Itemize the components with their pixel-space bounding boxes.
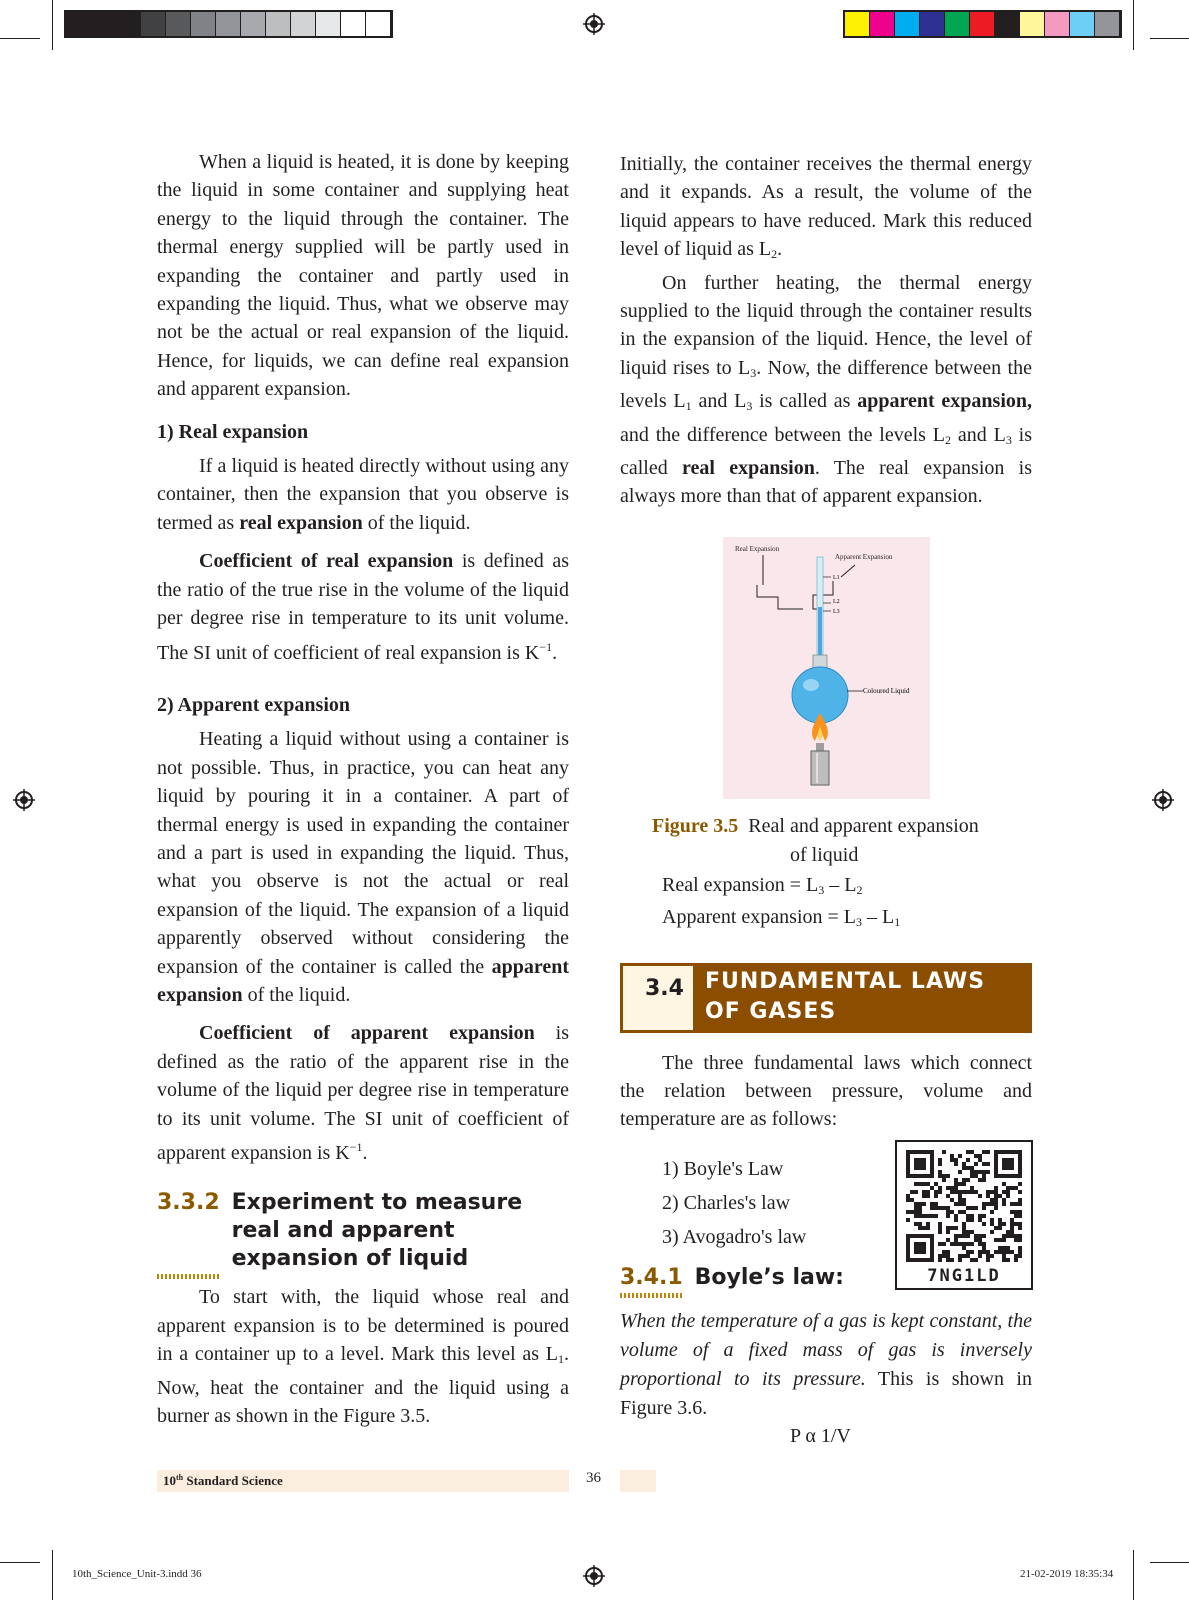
qr-code-icon [906, 1150, 1022, 1262]
color-swatch [216, 12, 241, 36]
registration-mark-icon [583, 1565, 605, 1587]
label-real-expansion: Real Expansion [735, 545, 780, 553]
figure-caption [652, 812, 1012, 870]
right-column [620, 150, 1032, 511]
color-swatch [241, 12, 266, 36]
further-heating-paragraph: On further heating, the thermal energy supplied to the liquid through the container results in the expansion of the liquid. Hence, the level of liquid rises to $L_3$. Now, the difference between the levels $L_1$ and $L_3$ is called as apparent expansion, and the difference between the levels $L_2$ and $L_3$ is called real expansion. The real expansion is always more than that of apparent expansion. [620, 271, 1033, 508]
color-swatch [266, 12, 291, 36]
list-item: 2) Charles's law [662, 1192, 791, 1214]
section-heading-3-4-1 [620, 1264, 844, 1292]
banner-section-number: 3.4 [623, 966, 693, 1030]
section-banner-3-4 [620, 963, 1032, 1033]
color-swatch [366, 12, 391, 36]
section-title: Experiment to measure real and apparent expansion of liquid [231, 1190, 523, 1272]
qr-code[interactable] [895, 1140, 1033, 1290]
list-item: 3) Avogadro's law [662, 1226, 807, 1248]
intro-paragraph: When a liquid is heated, it is done by keeping the liquid in some container and supplying heat energy to the liquid through the container. The thermal energy supplied will be partly used in expanding the container and partly used in expanding the liquid. Thus, what we observe may not be the actual or real expansion of the liquid. Hence, for liquids, we can define real expansion and apparent expansion. [157, 151, 569, 401]
crop-mark [1150, 38, 1189, 39]
color-swatch [116, 12, 141, 36]
figure-caption-text-2: of liquid [790, 844, 859, 866]
color-swatch [141, 12, 166, 36]
crop-mark [1133, 0, 1134, 50]
figure-caption-text: Real and apparent expansion [748, 815, 979, 837]
laws-list [662, 1152, 806, 1254]
real-expansion-paragraph: If a liquid is heated directly without using any container, then the expansion that you observe is termed as real expansion of the liquid. [157, 455, 569, 534]
coef-real-paragraph: Coefficient of real expansion is defined as the ratio of the true rise in the volume of the liquid per degree rise in temperature to its unit volume. The SI unit of coefficient of real expansion is $K^{-1}$. [157, 550, 569, 664]
coef-apparent-paragraph: Coefficient of apparent expansion is defined as the ratio of the apparent rise in the volume of the liquid per degree rise in temperature to its unit volume. The SI unit of coefficient of apparent expansion is $K^{-1}$. [157, 1022, 569, 1164]
color-swatch [341, 12, 366, 36]
formula-apparent-expansion: Apparent expansion = $L_3 - L_1$ [662, 906, 901, 929]
color-swatch-bar [843, 10, 1122, 38]
color-swatch [1020, 12, 1045, 36]
color-swatch [66, 12, 91, 36]
section-heading-3-3-2 [157, 1189, 569, 1273]
registration-mark-icon [1152, 789, 1174, 811]
color-swatch [920, 12, 945, 36]
color-swatch [316, 12, 341, 36]
color-swatch [970, 12, 995, 36]
apparent-expansion-heading: 2) Apparent expansion [157, 693, 351, 716]
svg-text:L1: L1 [833, 575, 840, 581]
footer-book-title: 10th Standard Science [157, 1470, 569, 1492]
color-swatch [191, 12, 216, 36]
color-swatch [1070, 12, 1095, 36]
date-slug: 21-02-2019 18:35:34 [1020, 1568, 1114, 1580]
footer-tint-block [620, 1470, 656, 1492]
page-number: 36 [586, 1470, 601, 1486]
color-swatch [995, 12, 1020, 36]
figure-label: Figure 3.5 [652, 815, 739, 837]
color-swatch [895, 12, 920, 36]
label-apparent-expansion: Apparent Expansion [835, 553, 893, 561]
crop-mark [1150, 1562, 1189, 1563]
svg-text:L3: L3 [833, 609, 840, 615]
crop-mark [0, 38, 40, 39]
grayscale-color-bar [64, 10, 393, 38]
label-coloured-liquid: Coloured Liquid [863, 687, 910, 695]
color-swatch [1095, 12, 1120, 36]
registration-mark-icon [583, 13, 605, 35]
experiment-paragraph: To start with, the liquid whose real and apparent expansion is to be determined is poured in a container up to a level. Mark this level as $L_1$. Now, heat the container and the liquid using a burner as shown in the Figure 3.5. [157, 1286, 569, 1428]
crop-mark [52, 1550, 53, 1600]
color-swatch [291, 12, 316, 36]
qr-code-label: 7NG1LD [927, 1266, 1001, 1286]
left-column [157, 148, 569, 1430]
crop-mark [1133, 1550, 1134, 1600]
list-item: 1) Boyle's Law [662, 1158, 784, 1180]
apparent-expansion-paragraph: Heating a liquid without using a container is not possible. Thus, in practice, you can heat any liquid by pouring it in a container. A part of thermal energy is used in expanding the container and a part is used in expanding the liquid. Thus, what you observe is not the actual or real expansion of the liquid. The expansion of a liquid apparently observed without considering the expansion of the container is called the apparent expansion of the liquid. [157, 728, 569, 1006]
registration-mark-icon [13, 789, 35, 811]
color-swatch [166, 12, 191, 36]
color-swatch [91, 12, 116, 36]
formula-real-expansion: Real expansion = $L_3 - L_2$ [662, 874, 863, 897]
color-swatch [945, 12, 970, 36]
expansion-figure [723, 537, 930, 799]
color-swatch [870, 12, 895, 36]
boyle-formula: P α 1/V [790, 1425, 851, 1447]
color-swatch [1045, 12, 1070, 36]
section-title: Boyle’s law: [694, 1265, 844, 1290]
boyle-law-paragraph: When the temperature of a gas is kept constant, the volume of a fixed mass of gas is inversely proportional to its pressure. This is shown in Figure 3.6. [620, 1310, 1032, 1419]
color-swatch [845, 12, 870, 36]
section-number: 3.3.2 [157, 1189, 220, 1273]
flask-burner-illustration [723, 537, 930, 799]
crop-mark [0, 1562, 40, 1563]
file-slug: 10th_Science_Unit-3.indd 36 [72, 1568, 202, 1580]
crop-mark [52, 0, 53, 50]
real-expansion-heading: 1) Real expansion [157, 420, 309, 443]
laws-intro-paragraph: The three fundamental laws which connect the relation between pressure, volume and temperature are as follows: [620, 1052, 1032, 1130]
banner-section-title: FUNDAMENTAL LAWS OF GASES [705, 969, 986, 1024]
svg-text:L2: L2 [833, 599, 840, 605]
section-number: 3.4.1 [620, 1265, 683, 1290]
initial-paragraph: Initially, the container receives the thermal energy and it expands. As a result, the volume of the liquid appears to have reduced. Mark this reduced level of liquid as $L_2$. [620, 153, 1032, 262]
